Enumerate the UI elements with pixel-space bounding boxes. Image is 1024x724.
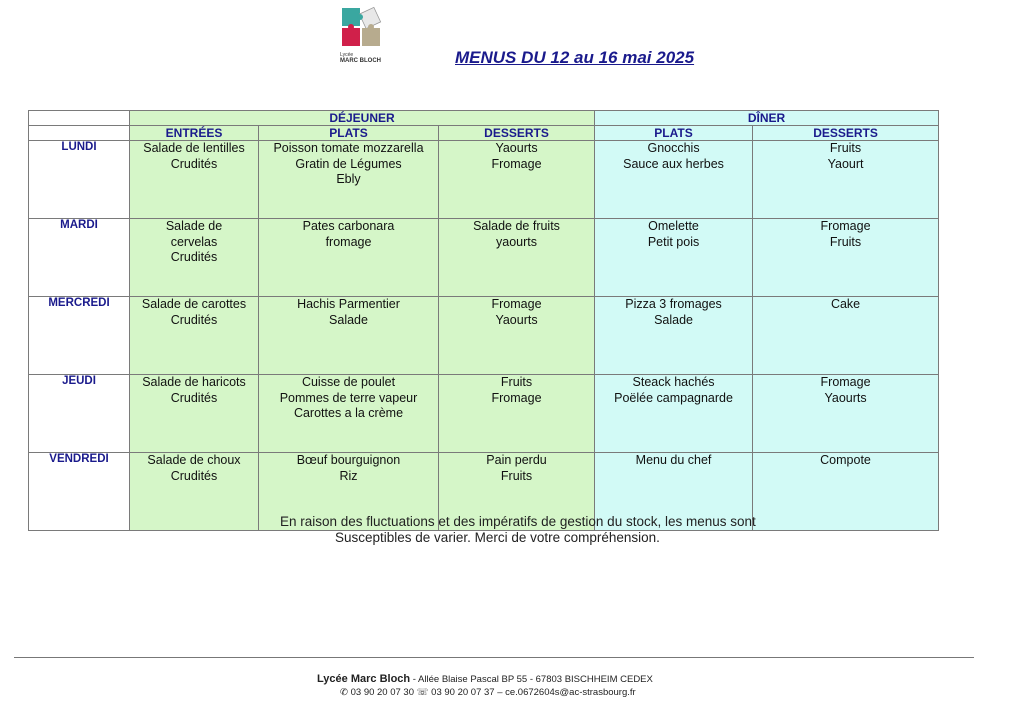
- phone-number: 03 90 20 07 30: [347, 687, 417, 698]
- dish-line: Salade de carottes: [141, 297, 247, 311]
- menu-cell: [130, 297, 259, 375]
- dish-line: Salade de haricots: [142, 375, 246, 389]
- menu-cell: [595, 297, 753, 375]
- page-title: MENUS DU 12 au 16 mai 2025: [455, 48, 695, 67]
- dish-line: Salade de lentilles: [143, 141, 245, 155]
- dish-line: Cuisse de poulet: [301, 375, 396, 389]
- menu-cell: [595, 219, 753, 297]
- menu-cell: [259, 141, 439, 219]
- dinner-header: DÎNER: [595, 111, 939, 126]
- day-label: MARDI: [29, 219, 130, 297]
- dish-line: Fromage: [491, 390, 542, 405]
- dish-line: Salade de: [165, 219, 223, 233]
- menu-cell: [259, 219, 439, 297]
- column-header: DESSERTS: [753, 126, 939, 141]
- column-header-row: [29, 126, 939, 141]
- day-label: LUNDI: [29, 141, 130, 219]
- dish-line: Yaourts: [495, 312, 538, 327]
- phone-icon: ✆: [340, 687, 348, 698]
- menu-cell: [130, 141, 259, 219]
- menu-table: [28, 110, 939, 531]
- dish-line: Salade: [329, 312, 368, 327]
- dish-line: Fromage: [491, 156, 542, 171]
- dish-line: yaourts: [496, 234, 538, 249]
- dish-line: Gnocchis: [647, 141, 700, 155]
- dish-line: Fromage: [491, 297, 542, 311]
- logo-caption: Lycée MARC BLOCH: [340, 52, 381, 64]
- dish-line: Pates carbonara: [302, 219, 395, 233]
- menu-cell: [439, 219, 595, 297]
- dish-line: Gratin de Légumes: [295, 156, 402, 171]
- dish-line: Crudités: [170, 390, 218, 405]
- menu-cell: [130, 453, 259, 531]
- group-header-row: [29, 111, 939, 126]
- dish-line: Fruits: [500, 375, 533, 389]
- dish-line: Yaourt: [827, 156, 864, 171]
- fax-email: 03 90 20 07 37 – ce.0672604s@ac-strasbourg.fr: [428, 687, 636, 698]
- corner-cell: [29, 126, 130, 141]
- school-name: Lycée Marc Bloch: [317, 673, 411, 685]
- dish-line: Sauce aux herbes: [623, 156, 724, 171]
- dish-line: fromage: [325, 234, 372, 249]
- menu-cell: [439, 297, 595, 375]
- dish-line: Yaourts: [495, 141, 538, 155]
- dish-line: Fromage: [820, 375, 871, 389]
- dish-line: Omelette: [648, 219, 699, 233]
- menu-cell: [753, 141, 939, 219]
- dish-line: Cake: [830, 297, 861, 311]
- dish-line: Fruits: [829, 141, 862, 155]
- dish-line: Pizza 3 fromages: [625, 297, 722, 311]
- day-row: [29, 375, 939, 453]
- day-row: [29, 297, 939, 375]
- day-row: [29, 219, 939, 297]
- dish-line: Crudités: [170, 250, 218, 264]
- lunch-header: DÉJEUNER: [130, 111, 595, 126]
- dish-line: Poëlée campagnarde: [614, 390, 733, 405]
- menu-cell: [753, 219, 939, 297]
- footer-divider: [14, 657, 974, 658]
- dish-line: Poisson tomate mozzarella: [273, 141, 424, 155]
- dish-line: Crudités: [170, 312, 218, 327]
- column-header: DESSERTS: [439, 126, 595, 141]
- menu-cell: [753, 375, 939, 453]
- dish-line: Yaourts: [824, 390, 867, 405]
- menu-cell: [753, 453, 939, 531]
- dish-line: Steack hachés: [632, 375, 715, 389]
- note-line: En raison des fluctuations et des impératifs de gestion du stock, les menus sont: [280, 514, 756, 529]
- day-label: JEUDI: [29, 375, 130, 453]
- menu-cell: [130, 375, 259, 453]
- dish-line: Fruits: [829, 234, 862, 249]
- dish-line: cervelas: [170, 234, 218, 249]
- dish-line: Salade de fruits: [473, 219, 560, 233]
- dish-line: Bœuf bourguignon: [296, 453, 401, 467]
- dish-line: Fromage: [820, 219, 871, 233]
- menu-cell: [259, 297, 439, 375]
- menu-cell: [259, 375, 439, 453]
- dish-line: Crudités: [170, 156, 218, 171]
- dish-line: Petit pois: [647, 234, 700, 249]
- fax-icon: ☏: [416, 687, 429, 698]
- dish-line: Salade de choux: [147, 453, 241, 467]
- dish-line: Hachis Parmentier: [297, 297, 400, 311]
- dish-line: Pain perdu: [486, 453, 547, 467]
- dish-line: Salade: [654, 312, 693, 327]
- day-label: MERCREDI: [29, 297, 130, 375]
- dish-line: Menu du chef: [635, 453, 712, 467]
- column-header: PLATS: [259, 126, 439, 141]
- menu-cell: [595, 141, 753, 219]
- note-line: Susceptibles de varier. Merci de votre compréhension.: [335, 530, 660, 545]
- dish-line: Pommes de terre vapeur: [279, 390, 418, 405]
- address: - Allée Blaise Pascal BP 55 - 67803 BISCHHEIM CEDEX: [410, 674, 653, 685]
- dish-line: Carottes a la crème: [293, 406, 404, 420]
- menu-cell: [753, 297, 939, 375]
- dish-line: Compote: [820, 453, 871, 467]
- column-header: ENTRÉES: [130, 126, 259, 141]
- dish-line: Ebly: [336, 172, 361, 186]
- menu-cell: [595, 375, 753, 453]
- corner-cell: [29, 111, 130, 126]
- dish-line: Fruits: [500, 468, 533, 483]
- menu-cell: [439, 375, 595, 453]
- menu-cell: [130, 219, 259, 297]
- dish-line: Riz: [339, 468, 358, 483]
- column-header: PLATS: [595, 126, 753, 141]
- day-label: VENDREDI: [29, 453, 130, 531]
- menu-cell: [439, 141, 595, 219]
- day-row: [29, 141, 939, 219]
- dish-line: Crudités: [170, 468, 218, 483]
